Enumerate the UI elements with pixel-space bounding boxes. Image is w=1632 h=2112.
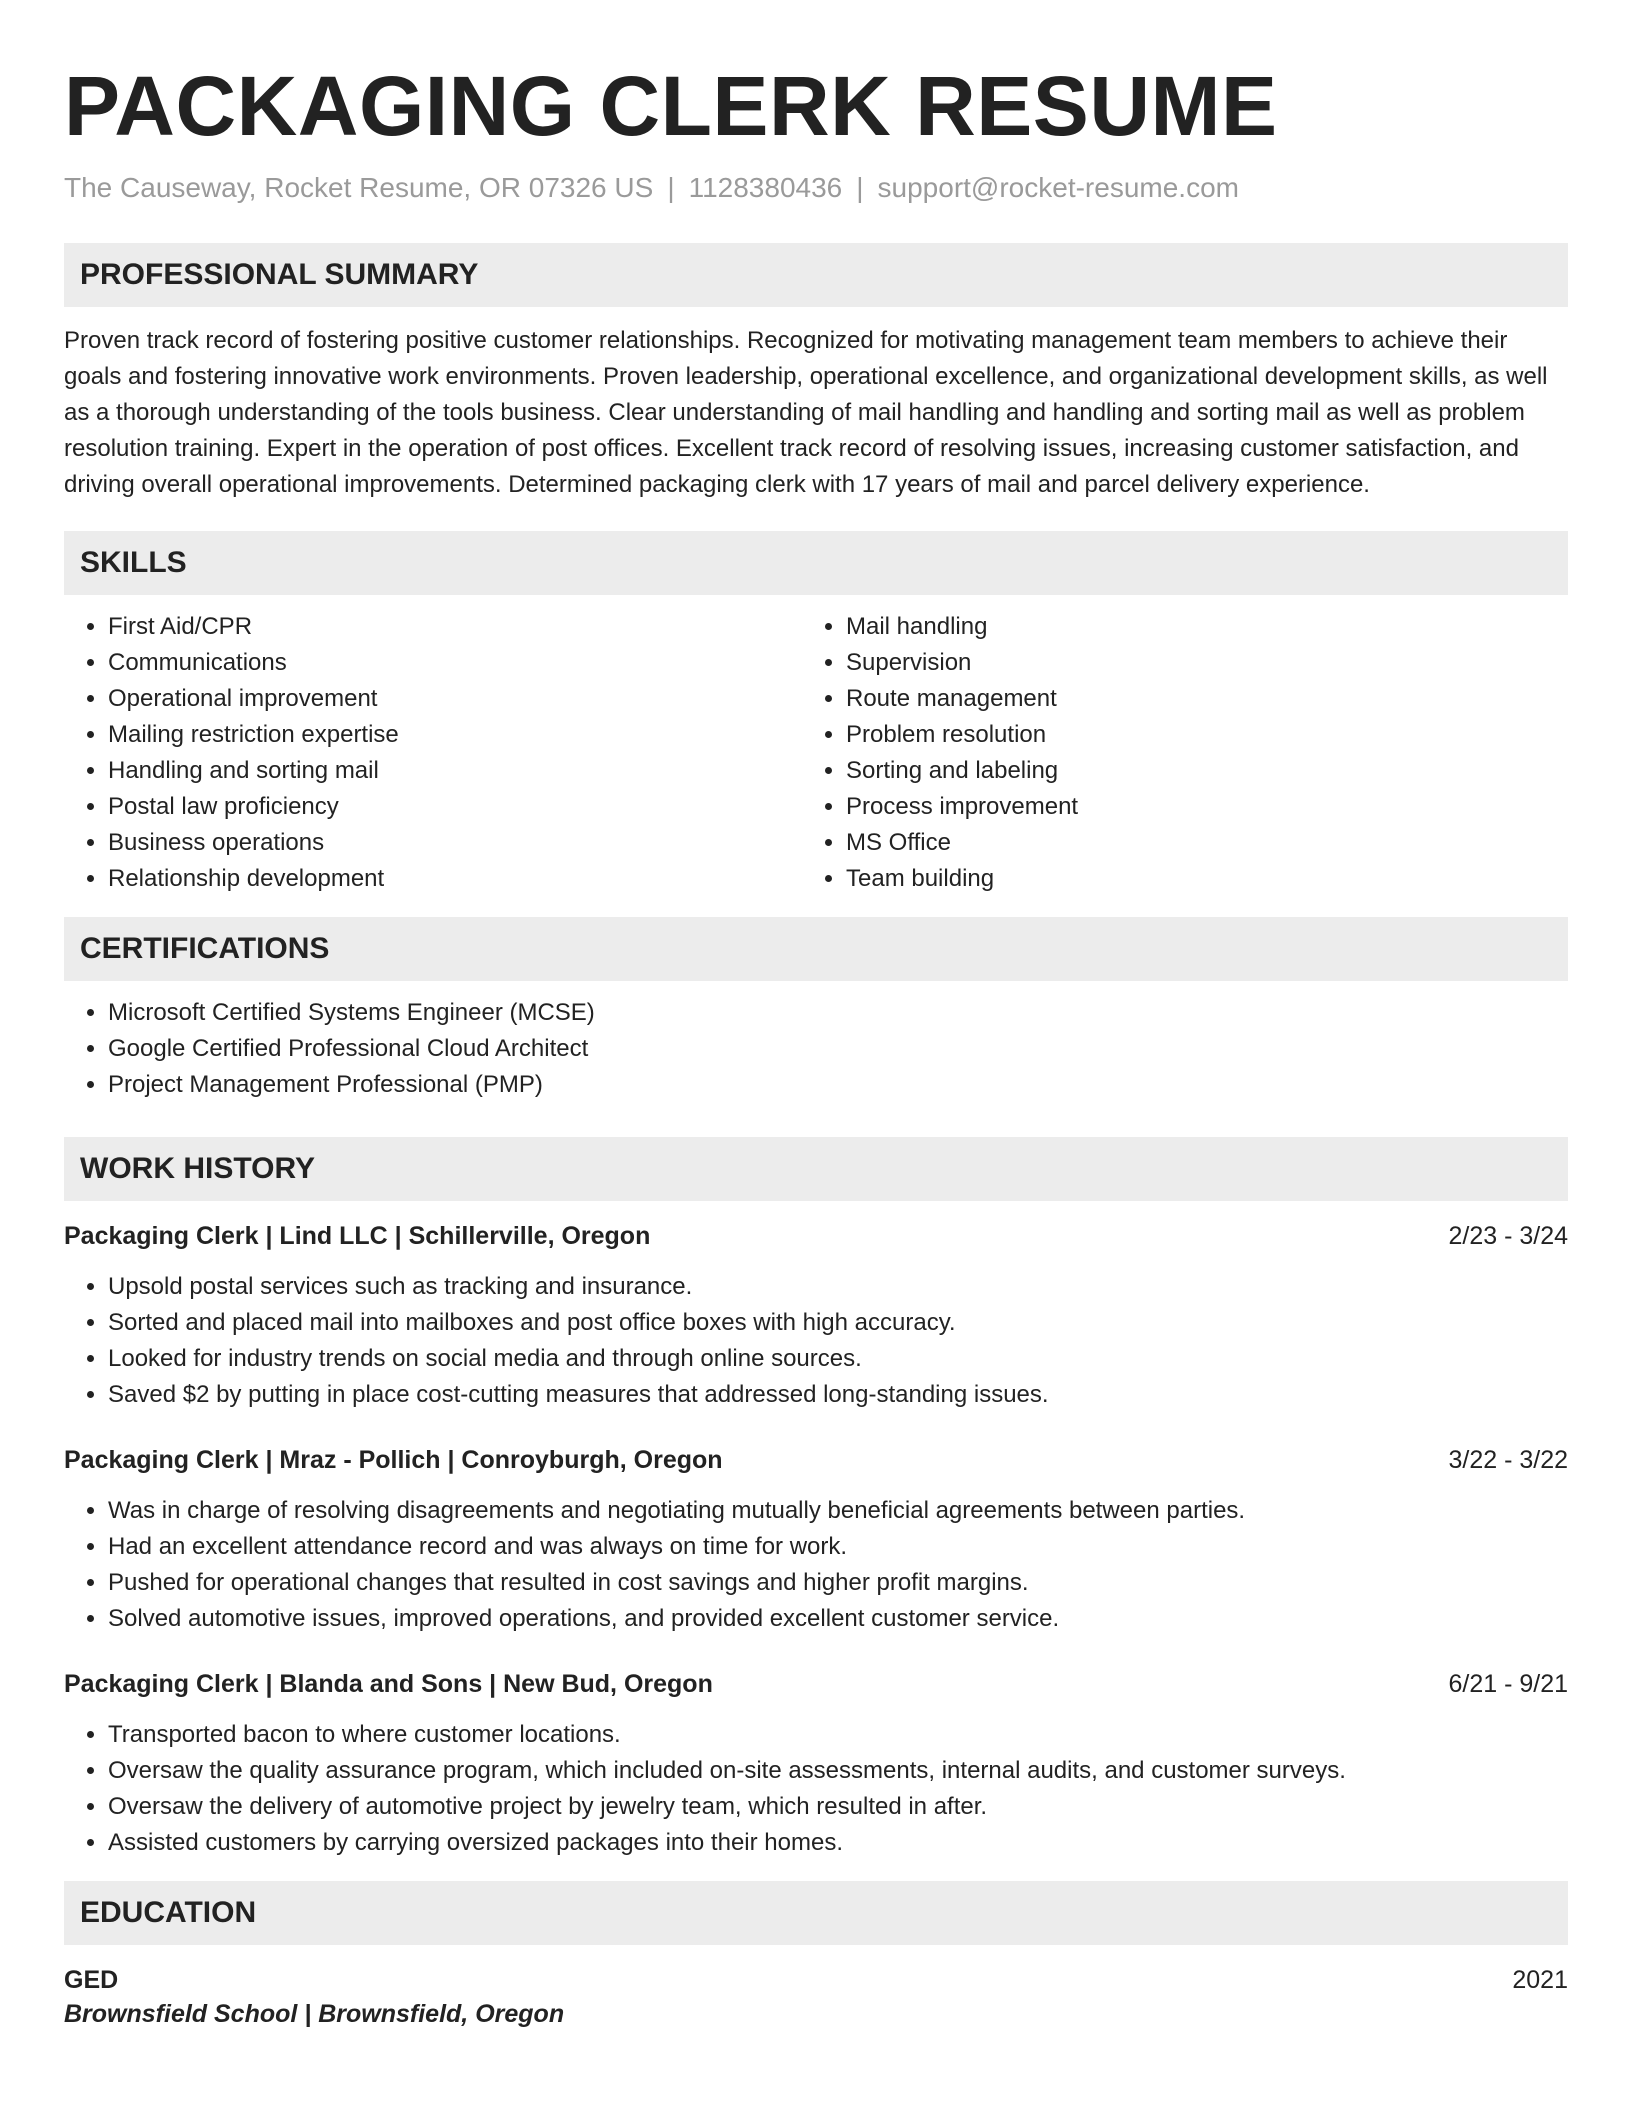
section-heading-skills: SKILLS — [64, 531, 1568, 595]
job-dates: 2/23 - 3/24 — [1448, 1222, 1568, 1250]
job-entry — [64, 1219, 1568, 1413]
job-bullet: • Upsold postal services such as tracking and insurance. — [108, 1269, 1568, 1305]
certification-item: • Google Certified Professional Cloud Architect — [108, 1031, 1568, 1067]
job-dates: 6/21 - 9/21 — [1448, 1670, 1568, 1698]
skills-column-left — [64, 609, 816, 897]
contact-line — [64, 170, 1568, 206]
skill-item: • Supervision — [846, 645, 1568, 681]
job-title: Packaging Clerk | Lind LLC | Schillerville, Oregon — [64, 1222, 651, 1250]
skills-list-left — [64, 609, 816, 897]
skill-item: • Sorting and labeling — [846, 753, 1568, 789]
job-bullet: • Oversaw the quality assurance program, which included on-site assessments, internal audits, and customer surveys. — [108, 1753, 1568, 1789]
job-bullet: • Was in charge of resolving disagreements and negotiating mutually beneficial agreements between parties. — [108, 1493, 1568, 1529]
job-bullet: • Saved $2 by putting in place cost-cutting measures that addressed long-standing issues. — [108, 1377, 1568, 1413]
job-bullets — [64, 1269, 1568, 1413]
skill-item: • Relationship development — [108, 861, 816, 897]
summary-text: Proven track record of fostering positive customer relationships. Recognized for motivating management team members to achieve their goals and fostering innovative work environments. Proven leadership, operational excellence, and organizational development skills, as well as a thorough understanding of the tools business. Clear understanding of mail handling and handling and sorting mail as well as problem resolution training. Expert in the operation of post offices. Excellent track record of resolving issues, increasing customer satisfaction, and driving overall operational improvements. Determined packaging clerk with 17 years of mail and parcel delivery experience. — [64, 327, 1548, 498]
job-entry — [64, 1443, 1568, 1637]
contact-email: support@rocket-resume.com — [877, 172, 1239, 203]
job-bullet: • Looked for industry trends on social media and through online sources. — [108, 1341, 1568, 1377]
job-title: Packaging Clerk | Mraz - Pollich | Conroyburgh, Oregon — [64, 1446, 723, 1474]
job-header — [64, 1219, 1568, 1253]
job-header — [64, 1443, 1568, 1477]
skill-item: • Business operations — [108, 825, 816, 861]
job-bullets — [64, 1493, 1568, 1637]
skill-item: • Communications — [108, 645, 816, 681]
job-header — [64, 1667, 1568, 1701]
job-title: Packaging Clerk | Blanda and Sons | New Bud, Oregon — [64, 1670, 713, 1698]
job-bullet: • Pushed for operational changes that resulted in cost savings and higher profit margins. — [108, 1565, 1568, 1601]
skill-item: • Mailing restriction expertise — [108, 717, 816, 753]
job-bullet: • Assisted customers by carrying oversized packages into their homes. — [108, 1825, 1568, 1861]
contact-separator: | — [667, 172, 675, 203]
skills-grid — [64, 609, 1568, 897]
job-bullet: • Oversaw the delivery of automotive project by jewelry team, which resulted in after. — [108, 1789, 1568, 1825]
skill-item: • Handling and sorting mail — [108, 753, 816, 789]
section-heading-certifications: CERTIFICATIONS — [64, 917, 1568, 981]
contact-phone: 1128380436 — [688, 172, 843, 203]
education-school: Brownsfield School | Brownsfield, Oregon — [64, 2000, 565, 2028]
job-bullet: • Transported bacon to where customer locations. — [108, 1717, 1568, 1753]
education-year: 2021 — [1512, 1966, 1568, 1994]
page-title: PACKAGING CLERK RESUME — [64, 59, 1278, 153]
skill-item: • MS Office — [846, 825, 1568, 861]
skill-item: • Process improvement — [846, 789, 1568, 825]
job-bullet: • Solved automotive issues, improved operations, and provided excellent customer service. — [108, 1601, 1568, 1637]
certification-item: • Project Management Professional (PMP) — [108, 1067, 1568, 1103]
contact-address: The Causeway, Rocket Resume, OR 07326 US — [64, 172, 654, 203]
education-entry — [64, 1963, 1568, 1997]
section-heading-summary: PROFESSIONAL SUMMARY — [64, 243, 1568, 307]
education-degree: GED — [64, 1966, 119, 1994]
skill-item: • Team building — [846, 861, 1568, 897]
section-heading-education: EDUCATION — [64, 1881, 1568, 1945]
section-heading-work-history: WORK HISTORY — [64, 1137, 1568, 1201]
contact-separator: | — [856, 172, 864, 203]
certifications-list — [64, 995, 1568, 1103]
job-dates: 3/22 - 3/22 — [1448, 1446, 1568, 1474]
job-entry — [64, 1667, 1568, 1861]
skill-item: • Problem resolution — [846, 717, 1568, 753]
work-history-list — [64, 1219, 1568, 1861]
skills-list-right — [816, 609, 1568, 897]
job-bullet: • Had an excellent attendance record and was always on time for work. — [108, 1529, 1568, 1565]
skill-item: • Mail handling — [846, 609, 1568, 645]
certification-item: • Microsoft Certified Systems Engineer (MCSE) — [108, 995, 1568, 1031]
job-bullet: • Sorted and placed mail into mailboxes and post office boxes with high accuracy. — [108, 1305, 1568, 1341]
skill-item: • Postal law proficiency — [108, 789, 816, 825]
skill-item: • Operational improvement — [108, 681, 816, 717]
skills-column-right — [816, 609, 1568, 897]
skill-item: • Route management — [846, 681, 1568, 717]
skill-item: • First Aid/CPR — [108, 609, 816, 645]
job-bullets — [64, 1717, 1568, 1861]
